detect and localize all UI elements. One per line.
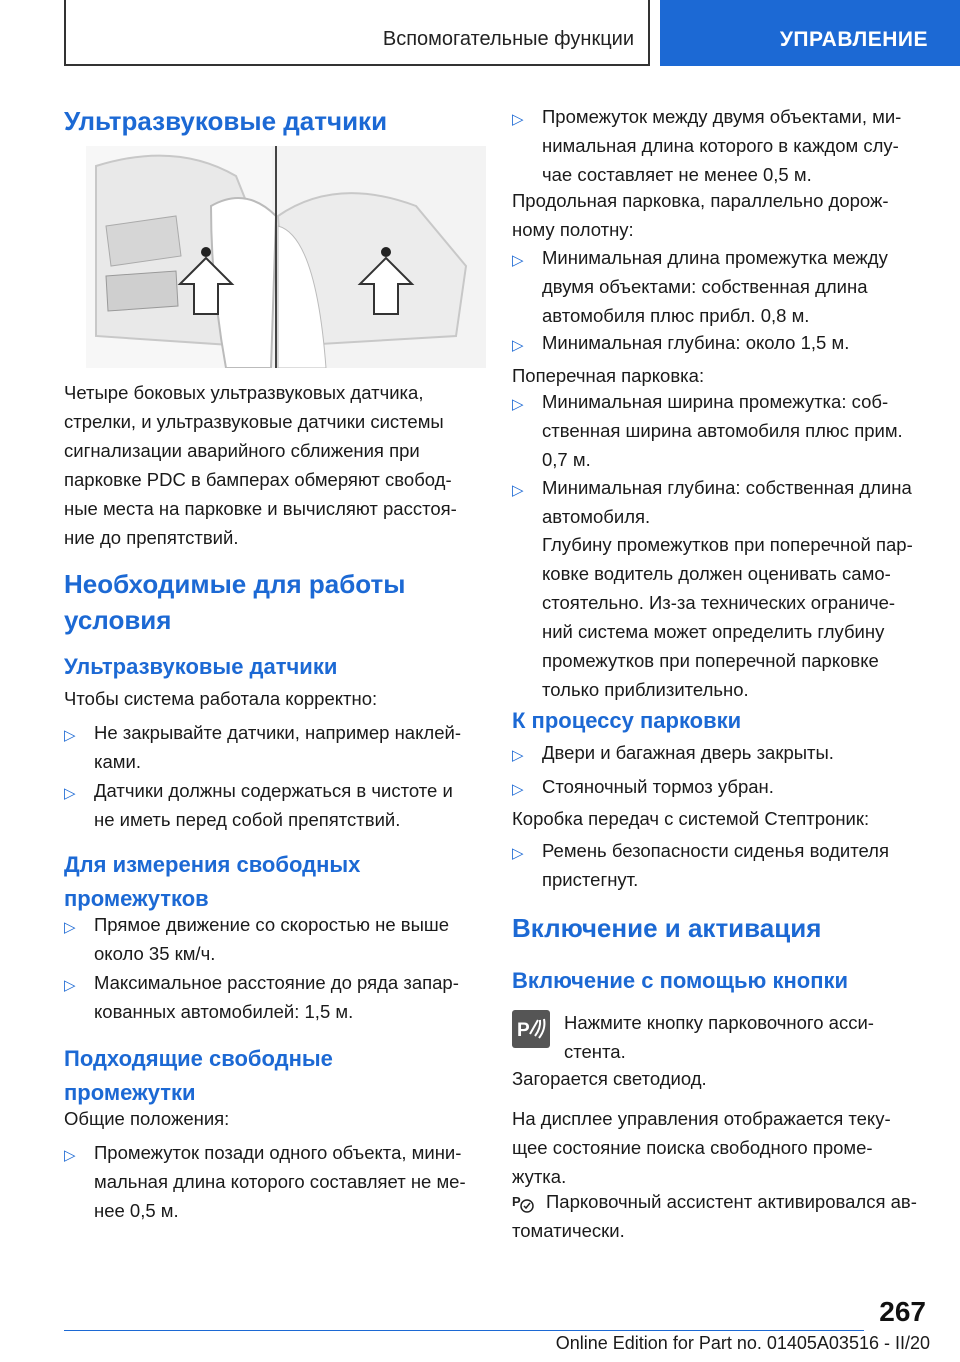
subsection-title-sensors: Ультразвуковые датчики bbox=[64, 654, 338, 679]
header-section-title: Вспомогательные функции bbox=[382, 28, 634, 50]
bullet-icon: ▷ bbox=[64, 785, 76, 802]
list-item: ▷ Двери и багажная дверь закрыты. bbox=[512, 738, 834, 767]
bullet-icon: ▷ bbox=[512, 845, 524, 862]
bullet-icon: ▷ bbox=[64, 1147, 76, 1164]
bullet-icon: ▷ bbox=[512, 252, 524, 269]
list-item: ▷ Минимальная длина промежутка между двумя объектами: собственная длина автомобиля плюс прибл. 0,8 м. bbox=[512, 247, 888, 326]
display-text: На дисплее управления отображается теку‐ щее состояние поиска свободного проме‐ жутка. bbox=[512, 1108, 891, 1187]
list-item: ▷ Минимальная глубина: около 1,5 м. bbox=[512, 328, 849, 357]
svg-text:P: P bbox=[517, 1020, 530, 1041]
parallel-intro: Продольная парковка, параллельно дорож‐ ному полотну: bbox=[512, 190, 889, 240]
subsection-title-measure: Для измерения свободных промежутков bbox=[64, 852, 361, 911]
bullet-icon: ▷ bbox=[512, 396, 524, 413]
list-item: ▷ Не закрывайте датчики, например наклей‐ ками. bbox=[64, 722, 461, 772]
list-item: ▷ Стояночный тормоз убран. bbox=[512, 772, 774, 801]
perp-intro: Поперечная парковка: bbox=[512, 365, 705, 386]
list-item: ▷ Датчики должны содержаться в чистоте и не иметь перед собой препятствий. bbox=[64, 780, 453, 830]
list-item: ▷ Минимальная глубина: собственная длина автомобиля. bbox=[512, 477, 912, 527]
bullet-icon: ▷ bbox=[64, 727, 76, 744]
perp-note: Глубину промежутков при поперечной пар‐ ковке водитель должен оценивать само‐ стоятельно. Из-за технических ограниче‐ ний система может определить глубину промежутков при поперечной парковке только приблизительно. bbox=[542, 534, 913, 700]
list-item: ▷ Промежуток позади одного объекта, мини‐ мальная длина которого составляет не ме‐ нее 0,5 м. bbox=[64, 1142, 466, 1221]
list-item: ▷ Максимальное расстояние до ряда запар‐ кованных автомобилей: 1,5 м. bbox=[64, 972, 459, 1022]
footer-divider bbox=[64, 1330, 864, 1331]
header-chapter-box bbox=[660, 0, 960, 66]
list-item: ▷ Прямое движение со скоростью не выше около 35 км/ч. bbox=[64, 914, 450, 964]
sensor-illustration bbox=[86, 146, 486, 368]
sensor-caption: Четыре боковых ультразвуковых датчика, стрелки, и ультразвуковые датчики системы сигнализации аварийного сближения при парковке PDC в бамперах обмеряют свобод‐ ные места на парковке и вычисляют расстоя‐ ние до препятствий. bbox=[64, 382, 457, 548]
subsection-title-process: К процессу парковки bbox=[512, 708, 742, 733]
list-item: ▷ Минимальная ширина промежутка: соб‐ ственная ширина автомобиля плюс прим. 0,7 м. bbox=[512, 391, 903, 470]
led-text: Загорается светодиод. bbox=[512, 1068, 707, 1089]
section-title-sensors: Ультразвуковые датчики bbox=[64, 106, 388, 136]
footer-edition: Online Edition for Part no. 01405A03516 - II/20 bbox=[555, 1333, 930, 1353]
bullet-icon: ▷ bbox=[512, 747, 524, 764]
header-chapter-title: УПРАВЛЕНИЕ bbox=[779, 28, 928, 51]
sensors-intro: Чтобы система работала корректно: bbox=[64, 688, 378, 709]
svg-text:P: P bbox=[512, 1194, 521, 1209]
section-title-requirements: Необходимые для работы условия bbox=[64, 569, 406, 635]
gaps-intro: Общие положения: bbox=[64, 1108, 230, 1129]
bullet-icon: ▷ bbox=[64, 977, 76, 994]
steptronic-intro: Коробка передач с системой Стептроник: bbox=[512, 808, 870, 829]
button-text: Нажмите кнопку парковочного асси‐ стента. bbox=[564, 1012, 874, 1062]
parking-assistant-button-icon bbox=[512, 1010, 550, 1048]
subsection-title-gaps: Подходящие свободные промежутки bbox=[64, 1046, 333, 1105]
bullet-icon: ▷ bbox=[64, 919, 76, 936]
page-number: 267 bbox=[879, 1296, 926, 1327]
bullet-icon: ▷ bbox=[512, 111, 524, 128]
bullet-icon: ▷ bbox=[512, 337, 524, 354]
bullet-icon: ▷ bbox=[512, 482, 524, 499]
list-item: ▷ Ремень безопасности сиденья водителя пристегнут. bbox=[512, 840, 889, 890]
section-title-activation: Включение и активация bbox=[512, 913, 822, 943]
list-item: ▷ Промежуток между двумя объектами, ми‐ нимальная длина которого в каждом слу‐ чае составляет не менее 0,5 м. bbox=[512, 106, 902, 185]
header-section-box bbox=[64, 0, 650, 66]
bullet-icon: ▷ bbox=[512, 781, 524, 798]
subsection-title-button: Включение с помощью кнопки bbox=[512, 968, 849, 993]
auto-text: Парковочный ассистент активировался ав‐ томатически. bbox=[512, 1191, 917, 1241]
